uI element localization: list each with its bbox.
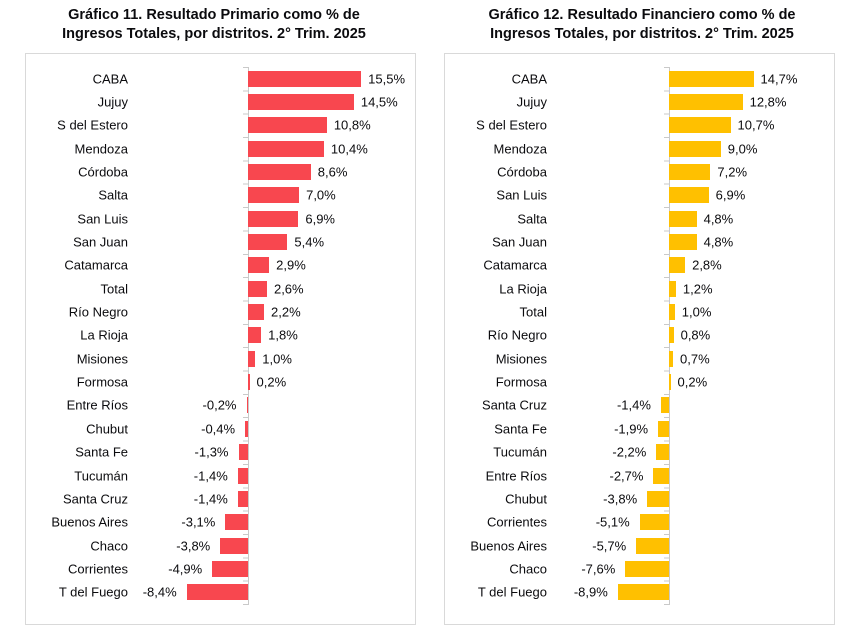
bar — [248, 211, 298, 227]
bar-row — [445, 114, 834, 137]
bar-row — [445, 557, 834, 580]
value-label: 6,9% — [715, 187, 746, 203]
bar — [658, 421, 669, 437]
bar-row — [445, 347, 834, 370]
bar — [248, 257, 269, 273]
bar — [647, 491, 669, 507]
value-label: 4,8% — [703, 234, 734, 250]
bar — [187, 584, 248, 600]
bar — [248, 187, 299, 203]
category-label: Santa Fe — [75, 444, 128, 460]
chart-12-plot-area — [445, 67, 834, 604]
value-label: 15,5% — [368, 71, 406, 87]
bar — [625, 561, 669, 577]
bar — [248, 94, 354, 110]
bar — [669, 327, 674, 343]
value-label: -1,4% — [616, 397, 651, 413]
chart-11-rows — [26, 67, 415, 604]
bar-row — [26, 581, 415, 604]
bar — [618, 584, 669, 600]
category-label: Misiones — [495, 351, 547, 367]
bar — [248, 327, 261, 343]
bar — [669, 164, 710, 180]
category-label: Santa Cruz — [62, 491, 128, 507]
category-label: Chaco — [509, 561, 547, 577]
bar-row — [445, 230, 834, 253]
bar-row — [26, 114, 415, 137]
value-label: 0,7% — [680, 351, 710, 367]
value-label: -7,6% — [581, 561, 616, 577]
category-label: CABA — [92, 71, 128, 87]
bar-row — [26, 137, 415, 160]
bar-row — [26, 487, 415, 510]
value-label: 6,9% — [305, 211, 335, 227]
chart-grafico-11 — [0, 0, 428, 625]
category-label: Entre Ríos — [485, 468, 547, 484]
bar — [247, 397, 249, 413]
chart-11-plot-box — [25, 53, 416, 625]
value-label: -1,4% — [193, 491, 228, 507]
value-label: -3,8% — [603, 491, 638, 507]
bar — [640, 514, 669, 530]
bar — [669, 94, 743, 110]
category-label: San Luis — [77, 211, 128, 227]
category-label: T del Fuego — [58, 584, 128, 600]
bar-row — [26, 557, 415, 580]
category-label: Buenos Aires — [470, 538, 547, 554]
bar-row — [26, 207, 415, 230]
bar — [248, 234, 287, 250]
value-label: -2,2% — [612, 444, 647, 460]
bar-row — [26, 534, 415, 557]
chart-11-title — [0, 6, 428, 44]
value-label: 8,6% — [317, 164, 348, 180]
category-label: Corrientes — [68, 561, 128, 577]
value-label: 0,2% — [677, 374, 708, 390]
chart-grafico-12 — [428, 0, 856, 625]
value-label: 1,8% — [268, 327, 298, 343]
value-label: 5,4% — [294, 234, 325, 250]
category-label: San Juan — [73, 234, 128, 250]
category-label: Formosa — [495, 374, 547, 390]
category-label: Corrientes — [487, 514, 547, 530]
bar-row — [445, 441, 834, 464]
bar-row — [26, 300, 415, 323]
category-label: San Juan — [492, 234, 547, 250]
bar-row — [445, 137, 834, 160]
bar — [669, 211, 697, 227]
bar — [248, 281, 267, 297]
bar-row — [26, 370, 415, 393]
value-label: -8,9% — [573, 584, 608, 600]
category-label: La Rioja — [80, 327, 128, 343]
value-label: 12,8% — [749, 94, 787, 110]
value-label: 2,9% — [276, 257, 306, 273]
bar — [248, 304, 264, 320]
bar-row — [26, 230, 415, 253]
value-label: -2,7% — [609, 468, 644, 484]
value-label: -1,4% — [193, 468, 228, 484]
category-label: Chaco — [90, 538, 128, 554]
value-label: -3,1% — [181, 514, 216, 530]
value-label: -3,8% — [176, 538, 211, 554]
bar-row — [26, 347, 415, 370]
value-label: -0,2% — [202, 397, 237, 413]
value-label: -1,9% — [614, 421, 649, 437]
category-label: Total — [100, 281, 128, 297]
chart-11-title-line1: Gráfico 11. Resultado Primario como % de — [68, 7, 360, 23]
bar-row — [445, 581, 834, 604]
chart-11-plot-area — [26, 67, 415, 604]
category-label: Buenos Aires — [51, 514, 128, 530]
category-label: Catamarca — [483, 257, 547, 273]
category-label: San Luis — [496, 187, 547, 203]
category-label: La Rioja — [499, 281, 547, 297]
category-label: Santa Fe — [494, 421, 547, 437]
category-label: Misiones — [76, 351, 128, 367]
value-label: 7,0% — [306, 187, 336, 203]
bar-row — [26, 324, 415, 347]
bar-row — [445, 511, 834, 534]
bar — [656, 444, 669, 460]
bar — [225, 514, 248, 530]
bar — [238, 468, 248, 484]
category-label: Total — [519, 304, 547, 320]
value-label: -5,7% — [592, 538, 627, 554]
bar — [248, 374, 250, 390]
bar — [238, 491, 248, 507]
bar-row — [445, 464, 834, 487]
bar-row — [26, 394, 415, 417]
value-label: 2,6% — [273, 281, 304, 297]
bar-row — [26, 90, 415, 113]
bar — [220, 538, 248, 554]
bar-row — [445, 370, 834, 393]
value-label: -1,3% — [194, 444, 229, 460]
bar-row — [445, 160, 834, 183]
bar — [661, 397, 669, 413]
value-label: 14,5% — [360, 94, 398, 110]
category-label: Río Negro — [487, 327, 547, 343]
bar — [245, 421, 248, 437]
value-label: 10,8% — [333, 117, 371, 133]
bar — [669, 234, 697, 250]
bar — [653, 468, 669, 484]
bar-row — [445, 184, 834, 207]
chart-11-title-line2: Ingresos Totales, por distritos. 2° Trim. 2025 — [62, 26, 366, 42]
bar — [248, 71, 361, 87]
bar-row — [445, 417, 834, 440]
value-label: 10,4% — [330, 141, 368, 157]
bar-row — [445, 90, 834, 113]
bar-row — [445, 277, 834, 300]
bar-row — [445, 534, 834, 557]
bar — [212, 561, 248, 577]
category-label: Jujuy — [97, 94, 128, 110]
value-label: 2,8% — [692, 257, 722, 273]
value-label: 10,7% — [737, 117, 775, 133]
category-label: Catamarca — [64, 257, 128, 273]
category-label: Formosa — [76, 374, 128, 390]
category-label: Mendoza — [493, 141, 547, 157]
value-label: 0,8% — [680, 327, 711, 343]
bar — [248, 141, 324, 157]
value-label: -0,4% — [201, 421, 236, 437]
bar — [669, 351, 673, 367]
category-label: Chubut — [505, 491, 547, 507]
bar — [239, 444, 248, 460]
value-label: 0,2% — [256, 374, 287, 390]
category-label: Santa Cruz — [481, 397, 547, 413]
bar — [669, 281, 676, 297]
value-label: -4,9% — [168, 561, 203, 577]
bar-row — [26, 464, 415, 487]
category-label: Mendoza — [74, 141, 128, 157]
bar-row — [445, 207, 834, 230]
bar — [669, 71, 754, 87]
value-label: 2,2% — [271, 304, 301, 320]
bar — [669, 141, 721, 157]
bar — [248, 351, 255, 367]
category-label: Entre Ríos — [66, 397, 128, 413]
bar-row — [445, 324, 834, 347]
bar-row — [26, 511, 415, 534]
bar — [669, 257, 685, 273]
bar — [669, 304, 675, 320]
value-label: 4,8% — [703, 211, 734, 227]
bar-row — [26, 417, 415, 440]
bar-row — [445, 394, 834, 417]
bar-row — [445, 254, 834, 277]
category-label: Córdoba — [78, 164, 128, 180]
bar-row — [26, 160, 415, 183]
bar-row — [26, 277, 415, 300]
bar — [636, 538, 669, 554]
chart-12-title — [428, 6, 856, 44]
category-label: T del Fuego — [477, 584, 547, 600]
bar — [669, 117, 731, 133]
category-label: S del Estero — [476, 117, 547, 133]
value-label: 7,2% — [717, 164, 748, 180]
bar-row — [26, 67, 415, 90]
value-label: -8,4% — [142, 584, 177, 600]
bar-row — [445, 300, 834, 323]
bar-row — [26, 441, 415, 464]
value-label: 1,2% — [682, 281, 713, 297]
category-label: Tucumán — [493, 444, 547, 460]
value-label: 14,7% — [760, 71, 798, 87]
category-label: Córdoba — [497, 164, 547, 180]
bar-row — [26, 254, 415, 277]
bar-row — [26, 184, 415, 207]
category-label: Jujuy — [516, 94, 547, 110]
chart-12-title-line2: Ingresos Totales, por distritos. 2° Trim. 2025 — [490, 26, 794, 42]
value-label: 1,0% — [262, 351, 292, 367]
value-label: 9,0% — [727, 141, 758, 157]
bar — [669, 187, 709, 203]
chart-12-title-line1: Gráfico 12. Resultado Financiero como % de — [488, 7, 796, 23]
value-label: 1,0% — [681, 304, 712, 320]
category-label: S del Estero — [57, 117, 128, 133]
bar — [248, 164, 311, 180]
chart-12-plot-box — [444, 53, 835, 625]
category-label: Chubut — [86, 421, 128, 437]
bar-row — [445, 67, 834, 90]
bar — [248, 117, 327, 133]
category-label: Salta — [98, 187, 128, 203]
category-label: Salta — [517, 211, 547, 227]
category-label: Río Negro — [68, 304, 128, 320]
value-label: -5,1% — [595, 514, 630, 530]
category-label: CABA — [511, 71, 547, 87]
chart-12-rows — [445, 67, 834, 604]
category-label: Tucumán — [74, 468, 128, 484]
bar-row — [445, 487, 834, 510]
bar — [669, 374, 671, 390]
